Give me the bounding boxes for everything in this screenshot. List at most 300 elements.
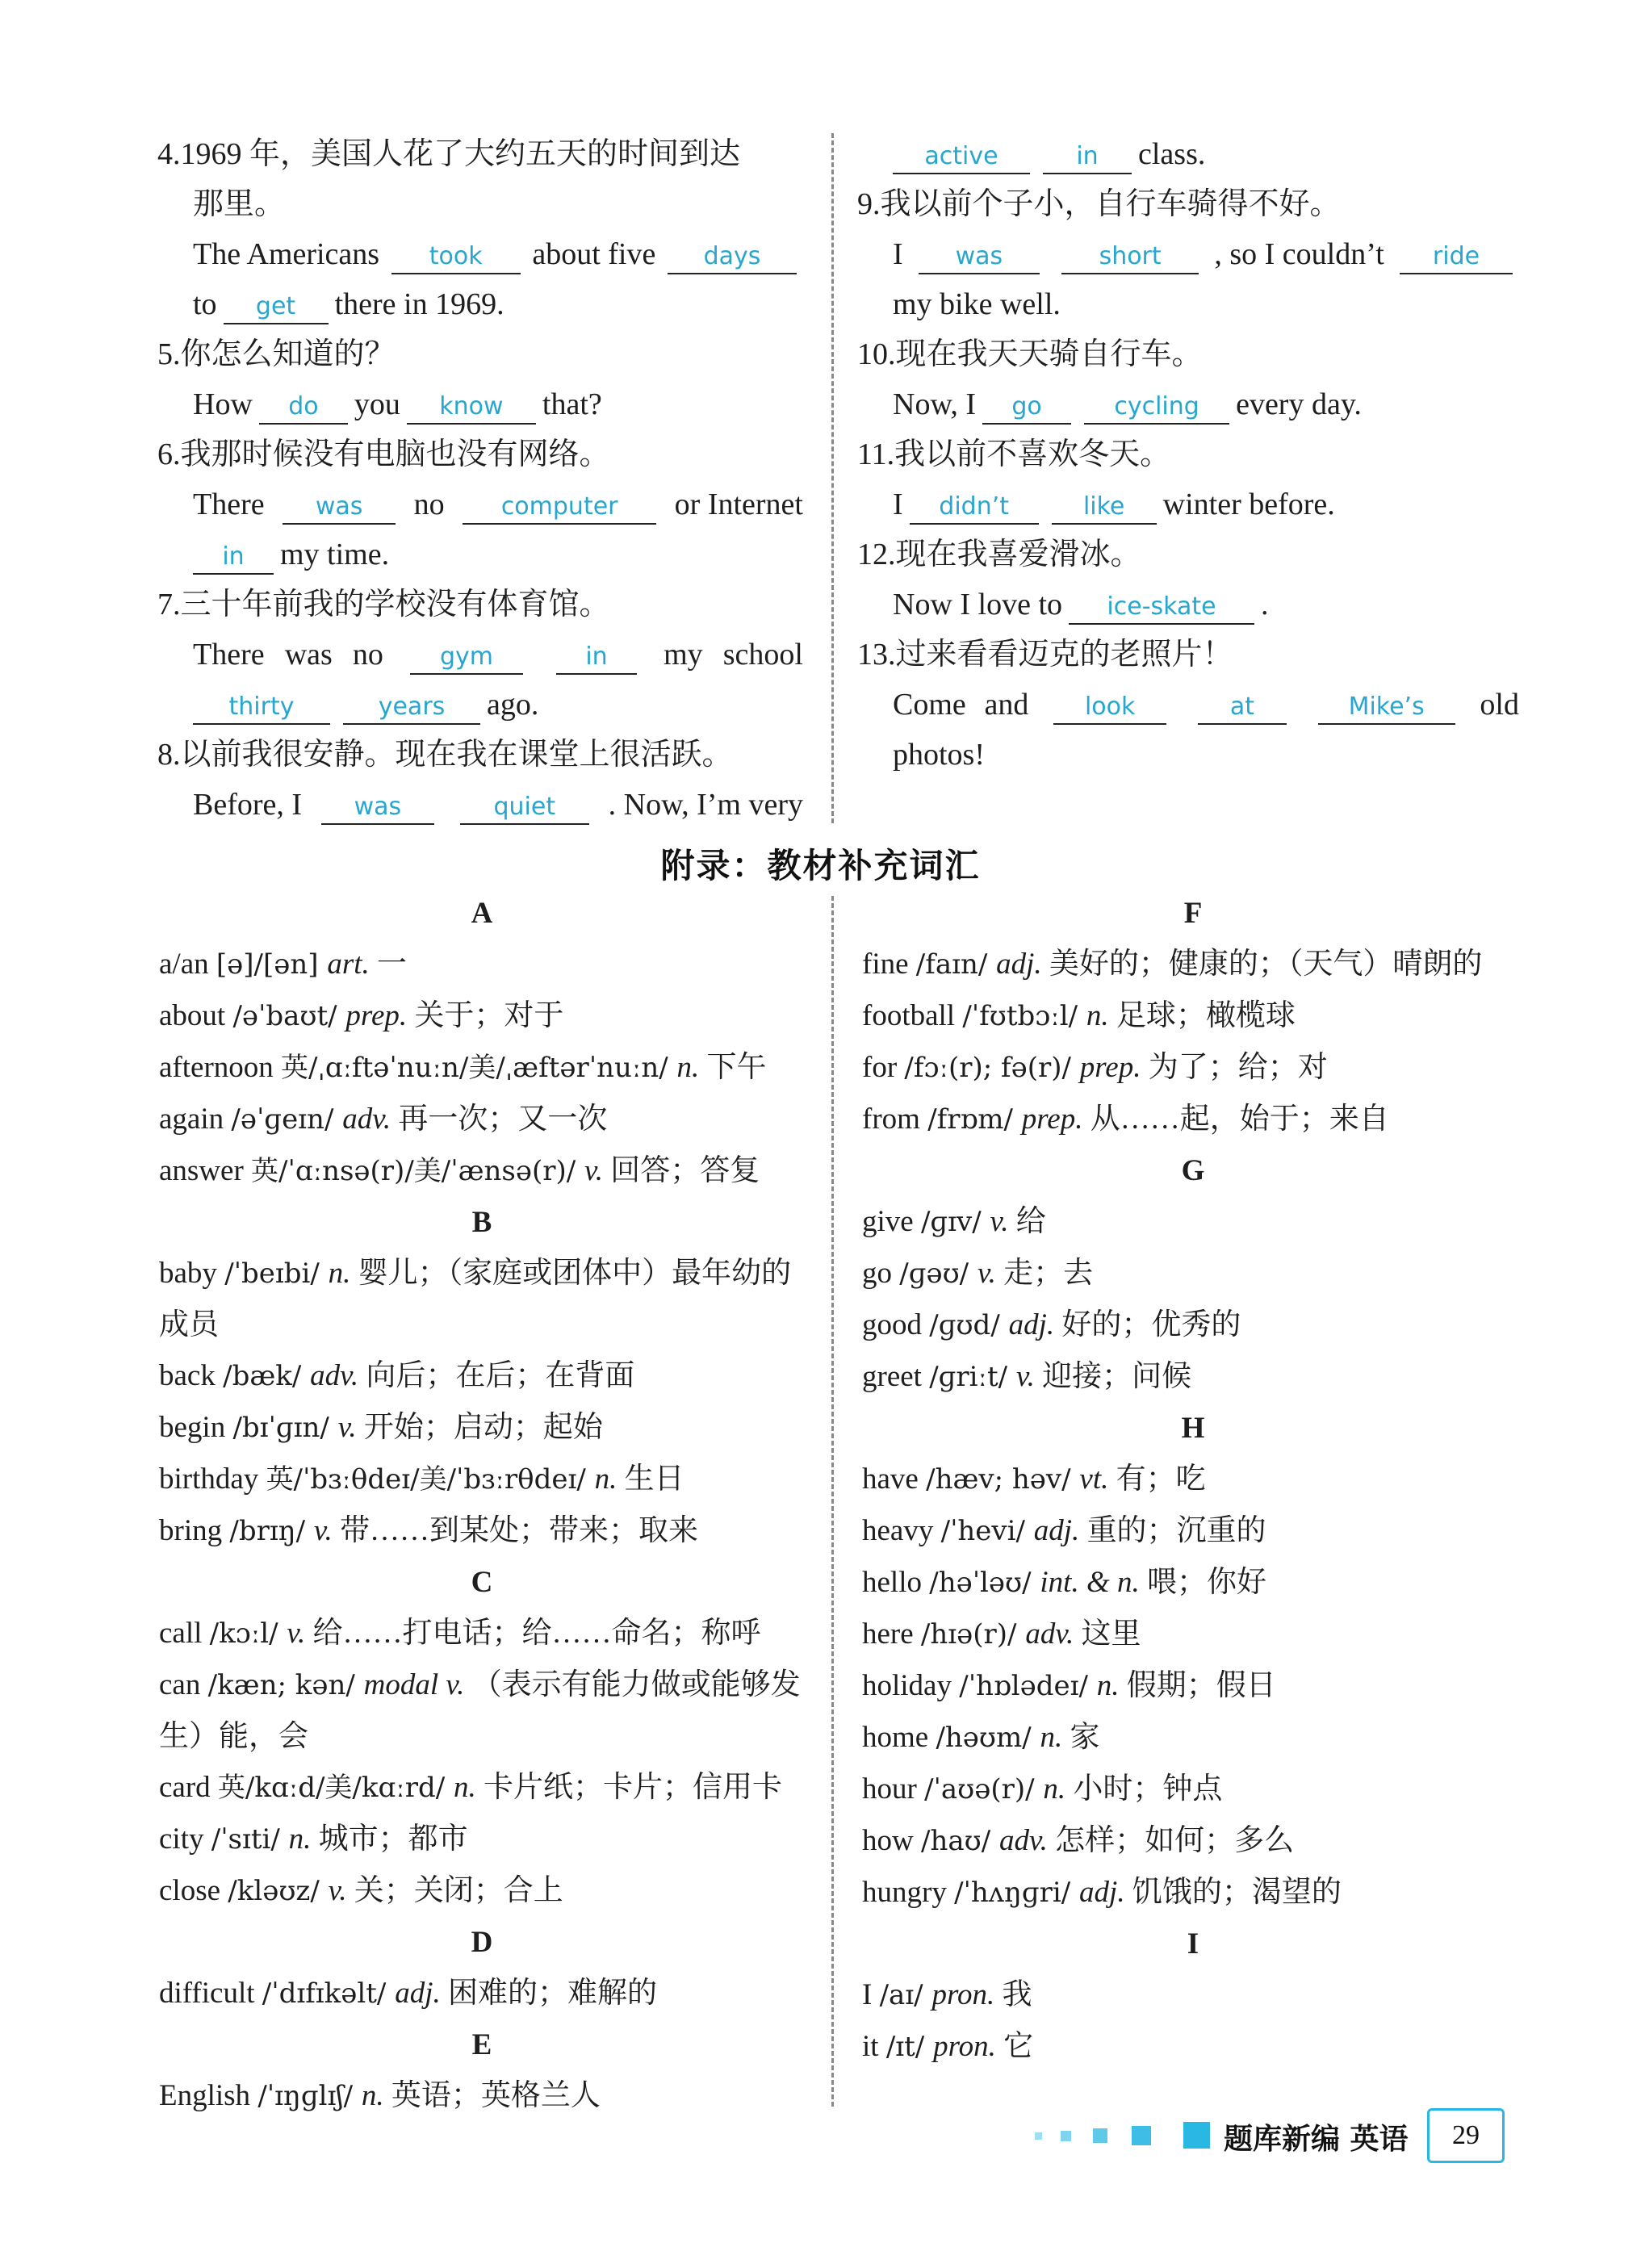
entry-phonetic: /ˈɪŋɡlɪʃ/ bbox=[257, 2080, 362, 2112]
answer-blank: was bbox=[283, 491, 396, 525]
text: Now, I bbox=[893, 387, 977, 421]
decor-square bbox=[1183, 2122, 1210, 2149]
entry-pos: n. bbox=[453, 1771, 484, 1804]
text: no bbox=[352, 638, 383, 672]
q12-prompt bbox=[857, 529, 1519, 580]
glossary-entry bbox=[862, 1351, 1524, 1403]
q4-prompt bbox=[157, 129, 803, 179]
entry-phonetic: /haʊ/ bbox=[920, 1825, 999, 1857]
entry-pos: prep. bbox=[345, 999, 415, 1032]
entry-word: a/an bbox=[159, 948, 216, 981]
entry-pos: vt. bbox=[1079, 1462, 1116, 1496]
q10-chinese: 现在我天天骑自行车。 bbox=[895, 337, 1203, 371]
entry-phonetic: 英/ˈbɜːθdeɪ/美/ˈbɜːrθdeɪ/ bbox=[266, 1463, 595, 1496]
entry-word: close bbox=[159, 1874, 228, 1907]
text: class. bbox=[1138, 137, 1206, 171]
q11-prompt bbox=[857, 429, 1519, 479]
entry-pos: n. bbox=[328, 1257, 358, 1290]
entry-definition: 卡片纸；卡片；信用卡 bbox=[483, 1771, 782, 1804]
entry-definition: 给……打电话；给……命名；称呼 bbox=[312, 1617, 761, 1650]
section-letter-c: C bbox=[471, 1566, 493, 1599]
entry-definition: 开始；启动；起始 bbox=[363, 1411, 603, 1444]
entry-phonetic: /kæn; kən/ bbox=[207, 1669, 364, 1701]
entry-word: can bbox=[159, 1668, 208, 1701]
glossary-entry bbox=[862, 1248, 1524, 1299]
entry-pos: modal v. bbox=[363, 1668, 472, 1701]
entry-pos: n. bbox=[676, 1051, 707, 1084]
glossary-entry bbox=[159, 1145, 805, 1197]
entry-pos: pron. bbox=[933, 2030, 1004, 2063]
entry-word: I bbox=[862, 1978, 880, 2011]
entry-phonetic: /kɔːl/ bbox=[209, 1617, 287, 1650]
entry-pos: v. bbox=[287, 1617, 313, 1650]
text: There bbox=[193, 487, 265, 521]
entry-pos: adv. bbox=[998, 1824, 1056, 1857]
glossary-entry bbox=[862, 1196, 1524, 1248]
entry-word: about bbox=[159, 999, 233, 1032]
text: I bbox=[893, 237, 903, 271]
entry-pos: int. & n. bbox=[1040, 1566, 1147, 1599]
q9-chinese: 我以前个子小，自行车骑得不好。 bbox=[880, 187, 1341, 221]
entry-pos: n. bbox=[1086, 999, 1116, 1032]
glossary-entry bbox=[159, 1814, 805, 1865]
entry-definition: 走；去 bbox=[1003, 1257, 1094, 1290]
entry-pos: n. bbox=[1040, 1721, 1070, 1754]
answer-blank: do bbox=[259, 391, 348, 425]
entry-phonetic: /ˈhɒlədeɪ/ bbox=[959, 1670, 1097, 1702]
answer-blank: in bbox=[556, 641, 637, 675]
decor-square bbox=[1132, 2126, 1151, 2145]
entry-pos: v. bbox=[328, 1874, 354, 1907]
q7-prompt bbox=[157, 580, 803, 630]
text: there in 1969. bbox=[334, 287, 504, 321]
text: and bbox=[984, 688, 1029, 722]
text: photos! bbox=[893, 738, 985, 772]
answer-blank: took bbox=[391, 241, 521, 274]
entry-phonetic: /əˈɡeɪn/ bbox=[231, 1103, 343, 1136]
q10-english bbox=[857, 379, 1519, 429]
entry-word: it bbox=[862, 2030, 886, 2063]
q6-english-2 bbox=[157, 529, 803, 580]
glossary-entry bbox=[862, 1609, 1524, 1660]
entry-word: city bbox=[159, 1822, 211, 1856]
entry-word: football bbox=[862, 999, 963, 1032]
answer-blank: quiet bbox=[460, 791, 589, 825]
glossary-entry bbox=[159, 1454, 805, 1505]
section-letter-e: E bbox=[471, 2028, 492, 2061]
entry-definition: 再一次；又一次 bbox=[398, 1103, 608, 1136]
entry-word: here bbox=[862, 1617, 921, 1651]
text: old bbox=[1480, 688, 1519, 722]
entry-phonetic: /bɪˈɡɪn/ bbox=[232, 1412, 338, 1444]
glossary-entry bbox=[862, 1764, 1524, 1815]
entry-pos: adv. bbox=[1025, 1617, 1082, 1651]
appendix-title: 附录：教材补充词汇 bbox=[660, 846, 981, 885]
q12-number: 12. bbox=[857, 538, 896, 571]
entry-pos: v. bbox=[1015, 1360, 1043, 1393]
q6-chinese: 我那时候没有电脑也没有网络。 bbox=[180, 437, 610, 471]
glossary-entry bbox=[862, 939, 1524, 990]
entry-pos: adv. bbox=[310, 1359, 366, 1392]
glossary-entry bbox=[862, 1712, 1524, 1764]
column-divider-bottom bbox=[831, 896, 834, 2107]
entry-definition: 一 bbox=[377, 948, 408, 981]
entry-definition: （表示有能力做或能够发生）能，会 bbox=[159, 1668, 801, 1753]
entry-phonetic: /hɪə(r)/ bbox=[920, 1618, 1026, 1651]
text: Now I love to bbox=[893, 588, 1063, 621]
text: The Americans bbox=[193, 237, 380, 271]
entry-word: difficult bbox=[159, 1977, 262, 2010]
entry-definition: 我 bbox=[1002, 1978, 1032, 2011]
entry-definition: 城市；都市 bbox=[318, 1822, 468, 1856]
entry-phonetic: 英/ˌɑːftəˈnuːn/美/ˌæftərˈnuːn/ bbox=[281, 1052, 677, 1084]
q9-number: 9. bbox=[857, 187, 881, 221]
entry-phonetic: /aɪ/ bbox=[879, 1979, 932, 2011]
q8-number: 8. bbox=[157, 738, 181, 772]
q12-chinese: 现在我喜爱滑冰。 bbox=[895, 538, 1141, 571]
entry-phonetic: [ə]/[ən] bbox=[216, 948, 328, 981]
text: I bbox=[893, 487, 903, 521]
answer-blank: active bbox=[893, 140, 1030, 174]
entry-word: call bbox=[159, 1617, 210, 1650]
answer-blank: like bbox=[1052, 491, 1157, 525]
answer-blank: short bbox=[1061, 241, 1199, 274]
entry-phonetic: /ˈhevi/ bbox=[940, 1515, 1034, 1547]
column-divider-top bbox=[831, 133, 834, 823]
entry-word: home bbox=[862, 1721, 936, 1754]
answer-blank: didn’t bbox=[910, 491, 1039, 525]
answer-blank: know bbox=[407, 391, 536, 425]
glossary-entry bbox=[862, 1660, 1524, 1712]
glossary-entry bbox=[862, 1042, 1524, 1094]
answer-blank: Mike’s bbox=[1318, 691, 1455, 725]
entry-pos: adj. bbox=[1008, 1308, 1062, 1341]
q7-english-2 bbox=[157, 680, 803, 730]
entry-word: how bbox=[862, 1824, 921, 1857]
entry-definition: 关于；对于 bbox=[414, 999, 564, 1032]
text: There bbox=[193, 638, 265, 672]
q5-english bbox=[157, 379, 803, 429]
glossary-entry bbox=[862, 2021, 1524, 2073]
glossary-entry bbox=[159, 1248, 805, 1350]
q6-number: 6. bbox=[157, 437, 181, 471]
glossary-entry bbox=[159, 1762, 805, 1814]
entry-definition: 回答；答复 bbox=[610, 1154, 760, 1187]
answer-blank: go bbox=[982, 391, 1071, 425]
q7-chinese: 三十年前我的学校没有体育馆。 bbox=[180, 588, 610, 621]
text: winter before. bbox=[1162, 487, 1335, 521]
entry-phonetic: /ˈsɪti/ bbox=[211, 1823, 289, 1856]
glossary-entry bbox=[862, 1505, 1524, 1557]
entry-word: hungry bbox=[862, 1876, 955, 1909]
text: Before, I bbox=[193, 788, 303, 822]
entry-phonetic: /ˈaʊə(r)/ bbox=[924, 1773, 1044, 1806]
text: no bbox=[413, 487, 445, 521]
entry-definition: 困难的；难解的 bbox=[447, 1977, 657, 2010]
glossary-entry bbox=[862, 1815, 1524, 1867]
entry-definition: 假期；假日 bbox=[1126, 1669, 1276, 1702]
entry-definition: 迎接；问候 bbox=[1042, 1360, 1192, 1393]
entry-definition: 关；关闭；合上 bbox=[354, 1874, 563, 1907]
answer-blank: look bbox=[1053, 691, 1166, 725]
entry-phonetic: /brɪŋ/ bbox=[229, 1515, 314, 1547]
entry-phonetic: /fɔː(r); fə(r)/ bbox=[904, 1052, 1080, 1084]
entry-definition: 向后；在后；在背面 bbox=[366, 1359, 635, 1392]
glossary-entry bbox=[159, 990, 805, 1042]
answer-blank: years bbox=[343, 691, 480, 725]
entry-word: card bbox=[159, 1771, 218, 1804]
glossary-entry bbox=[159, 1865, 805, 1917]
text: every day. bbox=[1236, 387, 1362, 421]
entry-definition: 为了；给；对 bbox=[1148, 1051, 1328, 1084]
q12-english bbox=[857, 580, 1519, 630]
entry-pos: n. bbox=[288, 1822, 319, 1856]
q8-english-2 bbox=[857, 129, 1519, 179]
entry-definition: 家 bbox=[1070, 1721, 1100, 1754]
entry-phonetic: /ˈbeɪbi/ bbox=[224, 1257, 329, 1290]
entry-pos: art. bbox=[327, 948, 378, 981]
q7-number: 7. bbox=[157, 588, 181, 621]
entry-word: again bbox=[159, 1103, 232, 1136]
entry-phonetic: 英/kɑːd/美/kɑːrd/ bbox=[217, 1772, 454, 1804]
text: . Now, I’m very bbox=[608, 788, 803, 822]
entry-phonetic: 英/ˈɑːnsə(r)/美/ˈænsə(r)/ bbox=[251, 1155, 585, 1187]
q4-english-2 bbox=[157, 279, 803, 329]
glossary-entry bbox=[862, 1969, 1524, 2021]
section-letter-h: H bbox=[1181, 1412, 1205, 1445]
text: Come bbox=[893, 688, 966, 722]
entry-definition: 生日 bbox=[624, 1462, 684, 1496]
text: was bbox=[284, 638, 333, 672]
section-letter-a: A bbox=[471, 897, 493, 930]
answer-blank: computer bbox=[463, 491, 656, 525]
entry-word: hour bbox=[862, 1772, 925, 1806]
entry-definition: 英语；英格兰人 bbox=[391, 2079, 601, 2112]
glossary-entry bbox=[159, 939, 805, 990]
q5-number: 5. bbox=[157, 337, 181, 371]
exercise-column-left bbox=[157, 129, 803, 830]
glossary-entry bbox=[159, 1402, 805, 1454]
q13-number: 13. bbox=[857, 638, 896, 672]
entry-word: hello bbox=[862, 1566, 930, 1599]
entry-pos: v. bbox=[977, 1257, 1004, 1290]
entry-definition: 它 bbox=[1003, 2030, 1034, 2063]
text: that? bbox=[542, 387, 602, 421]
entry-word: bring bbox=[159, 1514, 230, 1547]
entry-pos: n. bbox=[1096, 1669, 1127, 1702]
entry-phonetic: /bæk/ bbox=[223, 1360, 311, 1392]
section-letter-g: G bbox=[1181, 1154, 1205, 1187]
entry-word: English bbox=[159, 2079, 258, 2112]
glossary-entry bbox=[159, 1505, 805, 1557]
entry-phonetic: /ˈdɪfɪkəlt/ bbox=[262, 1977, 396, 2010]
q4-chinese: 1969 年，美国人花了大约五天的时间到达 bbox=[180, 137, 741, 171]
answer-blank: gym bbox=[410, 641, 523, 675]
entry-definition: 给 bbox=[1015, 1205, 1046, 1238]
entry-word: baby bbox=[159, 1257, 225, 1290]
entry-definition: 带……到某处；带来；取来 bbox=[340, 1514, 699, 1547]
entry-pos: prep. bbox=[1079, 1051, 1149, 1084]
text: . bbox=[1261, 588, 1269, 621]
q9-prompt bbox=[857, 179, 1519, 229]
entry-pos: adj. bbox=[1033, 1514, 1087, 1547]
entry-word: have bbox=[862, 1462, 927, 1496]
entry-definition: 好的；优秀的 bbox=[1061, 1308, 1241, 1341]
q4-chinese-cont: 那里。 bbox=[193, 187, 286, 221]
q11-number: 11. bbox=[857, 437, 895, 471]
entry-definition: 重的；沉重的 bbox=[1086, 1514, 1266, 1547]
answer-blank: get bbox=[224, 291, 329, 324]
decor-square bbox=[1093, 2128, 1107, 2143]
q4-english-1 bbox=[157, 229, 803, 279]
entry-pos: prep. bbox=[1021, 1103, 1091, 1136]
entry-pos: adj. bbox=[395, 1977, 448, 2010]
glossary-column-left bbox=[159, 888, 805, 2122]
entry-definition: 足球；橄榄球 bbox=[1116, 999, 1296, 1032]
q6-english-1 bbox=[157, 479, 803, 529]
entry-phonetic: /kləʊz/ bbox=[228, 1875, 329, 1907]
glossary-entry bbox=[862, 990, 1524, 1042]
entry-phonetic: /ˈfʊtbɔːl/ bbox=[962, 1000, 1086, 1032]
answer-blank: was bbox=[919, 241, 1040, 274]
answer-blank: ice-skate bbox=[1069, 591, 1254, 625]
entry-definition: 饥饿的；渴望的 bbox=[1132, 1876, 1342, 1909]
page-number: 29 bbox=[1427, 2108, 1505, 2163]
entry-phonetic: /frɒm/ bbox=[927, 1103, 1022, 1136]
entry-phonetic: /həˈləʊ/ bbox=[929, 1567, 1040, 1599]
answer-blank: in bbox=[1043, 140, 1132, 174]
q13-chinese: 过来看看迈克的老照片！ bbox=[895, 638, 1233, 672]
text: How bbox=[193, 387, 253, 421]
footer bbox=[1033, 2108, 1518, 2165]
answer-blank: was bbox=[321, 791, 434, 825]
entry-phonetic: /faɪn/ bbox=[915, 948, 997, 981]
entry-definition: 有；吃 bbox=[1116, 1462, 1206, 1496]
q13-english-1 bbox=[857, 680, 1519, 730]
book-title: 题库新编 英语 bbox=[1224, 2123, 1409, 2156]
entry-pos: adv. bbox=[342, 1103, 399, 1136]
q8-english-1 bbox=[157, 780, 803, 830]
entry-word: heavy bbox=[862, 1514, 941, 1547]
entry-definition: 美好的；健康的；（天气）晴朗的 bbox=[1049, 948, 1483, 981]
answer-blank: cycling bbox=[1084, 391, 1229, 425]
entry-phonetic: /ɡʊd/ bbox=[929, 1309, 1009, 1341]
q10-prompt bbox=[857, 329, 1519, 379]
answer-blank: in bbox=[193, 541, 274, 575]
entry-pos: adj. bbox=[996, 948, 1049, 981]
answer-blank: at bbox=[1198, 691, 1287, 725]
section-letter-i: I bbox=[1187, 1927, 1199, 1960]
glossary-entry bbox=[159, 1042, 805, 1094]
entry-definition: 怎样；如何；多么 bbox=[1055, 1824, 1295, 1857]
glossary-entry bbox=[862, 1867, 1524, 1919]
glossary-entry bbox=[862, 1094, 1524, 1145]
text: to bbox=[193, 287, 217, 321]
q8-chinese: 以前我很安静。现在我在课堂上很活跃。 bbox=[180, 738, 733, 772]
entry-phonetic: /əˈbaʊt/ bbox=[232, 1000, 346, 1032]
entry-pos: v. bbox=[584, 1154, 611, 1187]
entry-phonetic: /ˈhʌŋɡri/ bbox=[954, 1877, 1080, 1909]
text: my bbox=[664, 638, 703, 672]
q9-english-2 bbox=[857, 279, 1519, 329]
entry-phonetic: /həʊm/ bbox=[936, 1722, 1040, 1754]
entry-word: begin bbox=[159, 1411, 233, 1444]
text: about five bbox=[532, 237, 656, 271]
text: or Internet bbox=[674, 487, 803, 521]
entry-phonetic: /ɪt/ bbox=[885, 2031, 934, 2063]
entry-definition: 这里 bbox=[1081, 1617, 1141, 1651]
section-letter-f: F bbox=[1183, 897, 1203, 930]
q13-prompt bbox=[857, 630, 1519, 680]
section-letter-b: B bbox=[471, 1206, 492, 1239]
entry-phonetic: /hæv; həv/ bbox=[926, 1463, 1080, 1496]
glossary-entry bbox=[159, 2070, 805, 2122]
glossary-entry bbox=[159, 1968, 805, 2019]
entry-word: give bbox=[862, 1205, 921, 1238]
glossary-entry bbox=[159, 1094, 805, 1145]
entry-definition: 婴儿；（家庭或团体中）最年幼的成员 bbox=[159, 1257, 792, 1341]
entry-word: for bbox=[862, 1051, 905, 1084]
entry-word: back bbox=[159, 1359, 224, 1392]
entry-word: go bbox=[862, 1257, 900, 1290]
answer-blank: thirty bbox=[193, 691, 330, 725]
entry-phonetic: /ɡriːt/ bbox=[929, 1361, 1016, 1393]
q4-number: 4. bbox=[157, 137, 181, 171]
q11-chinese: 我以前不喜欢冬天。 bbox=[894, 437, 1171, 471]
entry-word: good bbox=[862, 1308, 930, 1341]
entry-pos: v. bbox=[990, 1205, 1016, 1238]
entry-definition: 小时；钟点 bbox=[1073, 1772, 1223, 1806]
entry-word: from bbox=[862, 1103, 928, 1136]
answer-blank: ride bbox=[1400, 241, 1513, 274]
glossary-column-right bbox=[862, 888, 1524, 2073]
q10-number: 10. bbox=[857, 337, 896, 371]
entry-word: greet bbox=[862, 1360, 930, 1393]
entry-word: fine bbox=[862, 948, 916, 981]
q4-prompt-cont bbox=[157, 179, 803, 229]
glossary-entry bbox=[862, 1557, 1524, 1609]
entry-definition: 下午 bbox=[706, 1051, 767, 1084]
section-letter-d: D bbox=[471, 1926, 493, 1959]
q5-chinese: 你怎么知道的？ bbox=[180, 337, 396, 371]
entry-definition: 从……起，始于；来自 bbox=[1090, 1103, 1389, 1136]
entry-phonetic: /ɡɪv/ bbox=[920, 1206, 990, 1238]
q8-prompt bbox=[157, 730, 803, 780]
answer-blank: days bbox=[668, 241, 797, 274]
entry-pos: adj. bbox=[1079, 1876, 1132, 1909]
decor-square bbox=[1035, 2132, 1042, 2140]
text: school bbox=[722, 638, 803, 672]
glossary-entry bbox=[862, 1299, 1524, 1351]
text: ago. bbox=[487, 688, 539, 722]
q7-english-1 bbox=[157, 630, 803, 680]
entry-pos: n. bbox=[361, 2079, 391, 2112]
entry-phonetic: /ɡəʊ/ bbox=[899, 1257, 977, 1290]
entry-word: birthday bbox=[159, 1462, 266, 1496]
entry-pos: pron. bbox=[931, 1978, 1003, 2011]
entry-definition: 喂；你好 bbox=[1147, 1566, 1266, 1599]
entry-pos: n. bbox=[1043, 1772, 1074, 1806]
entry-word: afternoon bbox=[159, 1051, 282, 1084]
text: , so I couldn’t bbox=[1214, 237, 1384, 271]
glossary-entry bbox=[159, 1608, 805, 1659]
glossary-entry bbox=[159, 1350, 805, 1402]
q6-prompt bbox=[157, 429, 803, 479]
glossary-entry bbox=[159, 1659, 805, 1762]
q9-english-1 bbox=[857, 229, 1519, 279]
entry-word: answer bbox=[159, 1154, 252, 1187]
glossary-entry bbox=[862, 1454, 1524, 1505]
